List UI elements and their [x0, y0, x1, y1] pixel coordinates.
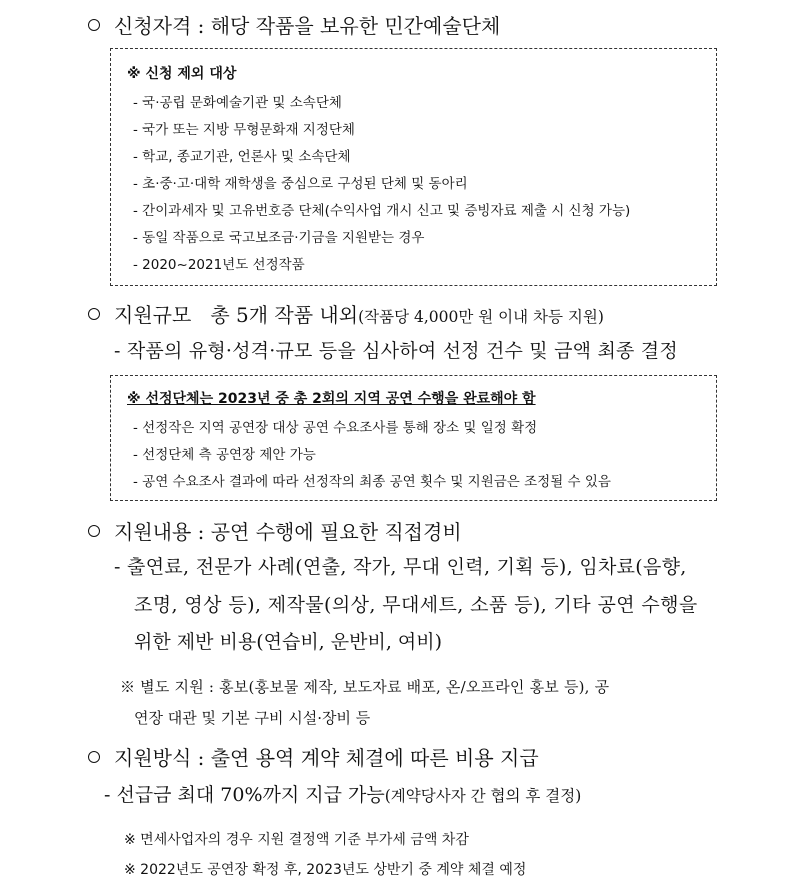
section-scale: [88, 299, 604, 328]
method-sub: [104, 780, 581, 807]
exclusion-item: - 2020~2021년도 선정작품: [133, 257, 305, 273]
method-sub-main: - 선급금 최대 70%까지 지급 가능: [104, 784, 385, 806]
content-label: 지원내용 : 공연 수행에 필요한 직접경비: [114, 520, 462, 544]
method-note-1: ※ 면세사업자의 경우 지원 결정액 기준 부가세 금액 차감: [124, 832, 469, 848]
selection-item: - 공연 수요조사 결과에 따라 선정작의 최종 공연 횟수 및 지원금은 조정될 수 있음: [133, 474, 611, 490]
section-method: [88, 742, 539, 771]
content-line-2: 조명, 영상 등), 제작물(의상, 무대세트, 소품 등), 기타 공연 수행을: [134, 594, 698, 616]
selection-item: - 선정작은 지역 공연장 대상 공연 수요조사를 통해 장소 및 일정 확정: [133, 420, 538, 436]
eligibility-label: 신청자격 : 해당 작품을 보유한 민간예술단체: [114, 14, 501, 38]
exclusion-item: - 국·공립 문화예술기관 및 소속단체: [133, 95, 342, 111]
content-note-2: 연장 대관 및 기본 구비 시설·장비 등: [134, 709, 371, 727]
content-line-1: - 출연료, 전문가 사례(연출, 작가, 무대 인력, 기획 등), 임차료(음향,: [114, 556, 687, 578]
section-eligibility: [88, 10, 500, 39]
method-sub-detail: (계약당사자 간 협의 후 결정): [384, 787, 582, 805]
exclusion-item: - 학교, 종교기관, 언론사 및 소속단체: [133, 149, 351, 165]
method-label: 지원방식 : 출연 용역 계약 체결에 따른 비용 지급: [114, 746, 539, 770]
method-note-2: ※ 2022년도 공연장 확정 후, 2023년도 상반기 중 계약 체결 예정: [124, 862, 527, 878]
selection-item: - 선정단체 측 공연장 제안 가능: [133, 447, 316, 463]
circle-bullet-icon: [88, 308, 100, 320]
exclusion-item: - 초·중·고·대학 재학생을 중심으로 구성된 단체 및 동아리: [133, 176, 468, 192]
circle-bullet-icon: [88, 525, 100, 537]
section-content: [88, 516, 462, 545]
content-note-1: ※ 별도 지원 : 홍보(홍보물 제작, 보도자료 배포, 온/오프라인 홍보 등), 공: [120, 678, 610, 696]
exclusion-item: - 국가 또는 지방 무형문화재 지정단체: [133, 122, 355, 138]
selection-box: [110, 375, 717, 501]
exclusion-item: - 동일 작품으로 국고보조금·기금을 지원받는 경우: [133, 230, 425, 246]
scale-label: 지원규모 총 5개 작품 내외: [114, 303, 359, 327]
scale-detail: (작품당 4,000만 원 이내 차등 지원): [358, 308, 604, 326]
scale-sub: - 작품의 유형·성격·규모 등을 심사하여 선정 건수 및 금액 최종 결정: [114, 340, 678, 362]
exclusion-item: - 간이과세자 및 고유번호증 단체(수익사업 개시 신고 및 증빙자료 제출 시 신청 가능): [133, 203, 631, 219]
selection-title: ※ 선정단체는 2023년 중 총 2회의 지역 공연 수행을 완료해야 함: [127, 391, 536, 407]
exclusion-title: ※ 신청 제외 대상: [127, 66, 237, 82]
circle-bullet-icon: [88, 751, 100, 763]
circle-bullet-icon: [88, 19, 100, 31]
content-line-3: 위한 제반 비용(연습비, 운반비, 여비): [134, 631, 443, 653]
exclusion-box: [110, 48, 717, 286]
